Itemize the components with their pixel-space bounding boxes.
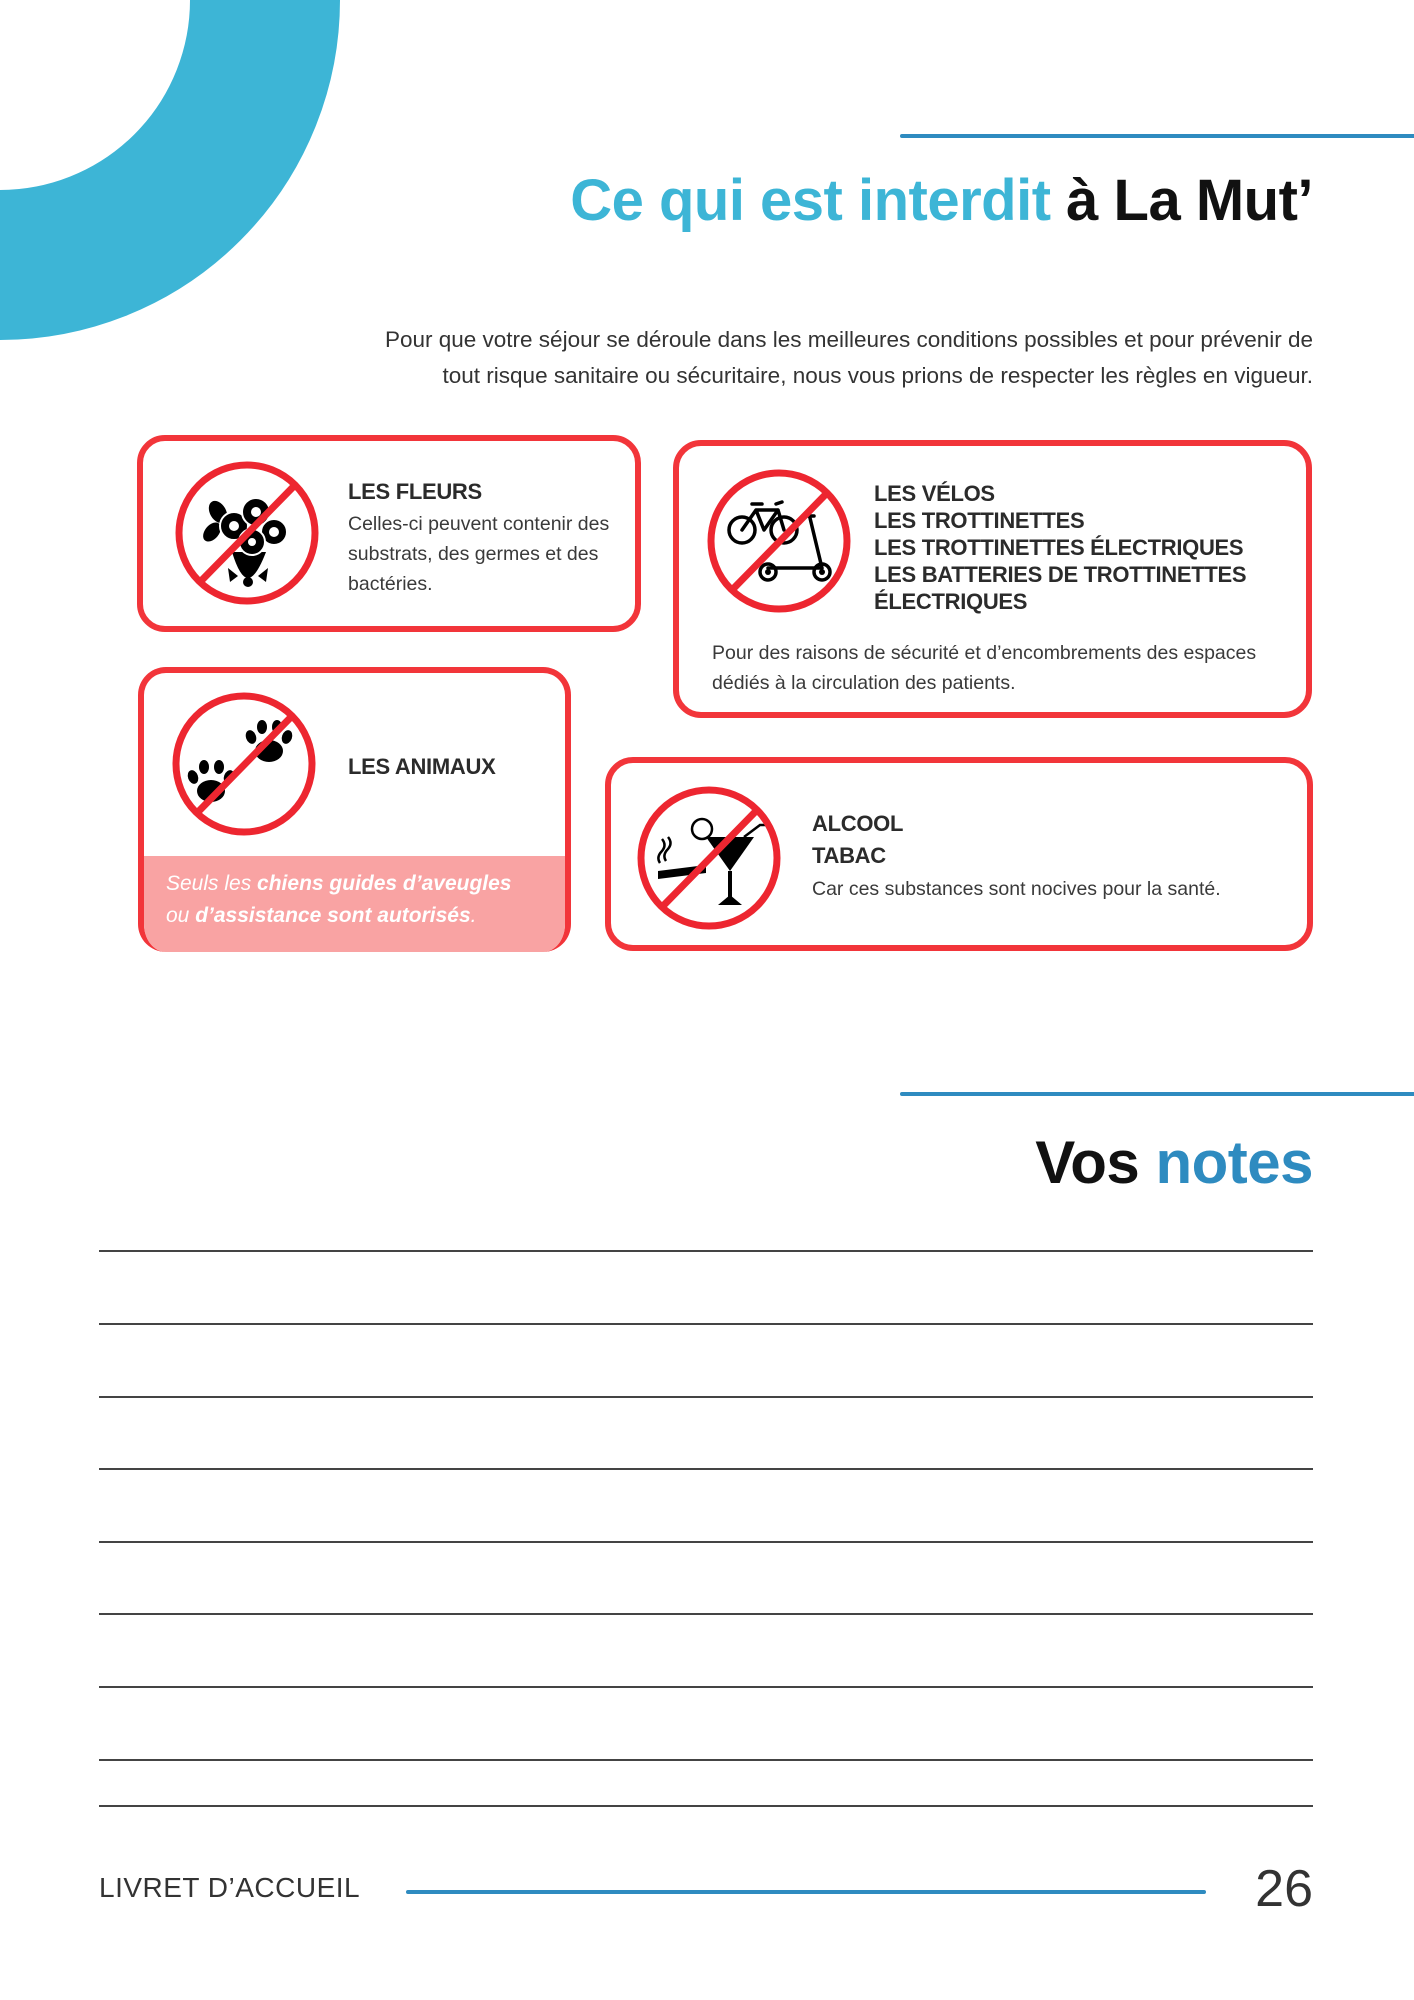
card-fleurs-body: Celles-ci peuvent contenir des substrats, des germes et des bactéries. bbox=[348, 513, 610, 595]
note-line-5[interactable] bbox=[99, 1541, 1313, 1543]
note-line-9[interactable] bbox=[99, 1805, 1313, 1807]
note-line-7[interactable] bbox=[99, 1686, 1313, 1688]
card-animaux bbox=[138, 667, 571, 952]
card-velos-body: Pour des raisons de sécurité et d’encombrements des espaces dédiés à la circulation des patients. bbox=[712, 642, 1257, 694]
no-alcohol-tobacco-icon bbox=[636, 785, 782, 931]
note-line-6[interactable] bbox=[99, 1613, 1313, 1615]
page-number: 26 bbox=[1255, 1860, 1313, 1918]
footer-rule bbox=[406, 1890, 1206, 1894]
page-title-rest: à La Mut’ bbox=[1066, 168, 1313, 233]
card-animaux-title: LES ANIMAUX bbox=[348, 754, 496, 779]
note-text: . bbox=[470, 904, 477, 927]
note-bold-text: chiens guides d’aveugles bbox=[257, 872, 512, 895]
page-title-accent: Ce qui est interdit bbox=[570, 168, 1051, 233]
notes-title-dark: Vos bbox=[1035, 1129, 1140, 1196]
note-line-1[interactable] bbox=[99, 1250, 1313, 1252]
card-velos-titles bbox=[874, 480, 1246, 615]
card-velos-title-5: ÉLECTRIQUES bbox=[874, 589, 1028, 614]
card-velos bbox=[673, 440, 1312, 718]
card-velos-title-1: LES VÉLOS bbox=[874, 481, 995, 506]
footer-label: LIVRET D’ACCUEIL bbox=[99, 1872, 361, 1903]
decorative-arc bbox=[0, 0, 340, 340]
header-rule bbox=[900, 134, 1414, 138]
no-bike-scooter-icon bbox=[706, 468, 852, 614]
intro-line-2: tout risque sanitaire ou sécuritaire, nous vous prions de respecter les règles en vigueur. bbox=[442, 363, 1313, 388]
page-title bbox=[570, 168, 1313, 233]
intro-line-1: Pour que votre séjour se déroule dans les meilleures conditions possibles et pour prévenir de bbox=[384, 327, 1313, 352]
card-alcool-title-1: ALCOOL bbox=[812, 811, 904, 836]
card-velos-title-3: LES TROTTINETTES ÉLECTRIQUES bbox=[874, 535, 1244, 560]
notes-rule bbox=[900, 1092, 1414, 1096]
note-text: ou bbox=[166, 904, 196, 927]
note-line-4[interactable] bbox=[99, 1468, 1313, 1470]
card-alcool-body: Car ces substances sont nocives pour la santé. bbox=[812, 878, 1221, 900]
note-line-8[interactable] bbox=[99, 1759, 1313, 1761]
note-bold-text: d’assistance sont autorisés bbox=[195, 904, 471, 927]
card-alcool-titles bbox=[812, 808, 903, 872]
no-flowers-icon bbox=[174, 460, 320, 606]
card-alcool-title-2: TABAC bbox=[812, 843, 886, 868]
no-animals-icon bbox=[171, 691, 317, 837]
notes-title-accent: notes bbox=[1155, 1129, 1313, 1196]
note-text: Seuls les bbox=[166, 872, 258, 895]
note-line-2[interactable] bbox=[99, 1323, 1313, 1325]
card-fleurs bbox=[137, 435, 641, 632]
card-fleurs-title: LES FLEURS bbox=[348, 479, 482, 504]
note-line-3[interactable] bbox=[99, 1396, 1313, 1398]
card-alcool bbox=[605, 757, 1313, 951]
notes-title bbox=[1035, 1129, 1313, 1196]
card-animaux-note bbox=[144, 856, 565, 952]
intro-paragraph bbox=[233, 322, 1313, 394]
card-velos-title-2: LES TROTTINETTES bbox=[874, 508, 1085, 533]
card-velos-title-4: LES BATTERIES DE TROTTINETTES bbox=[874, 562, 1247, 587]
